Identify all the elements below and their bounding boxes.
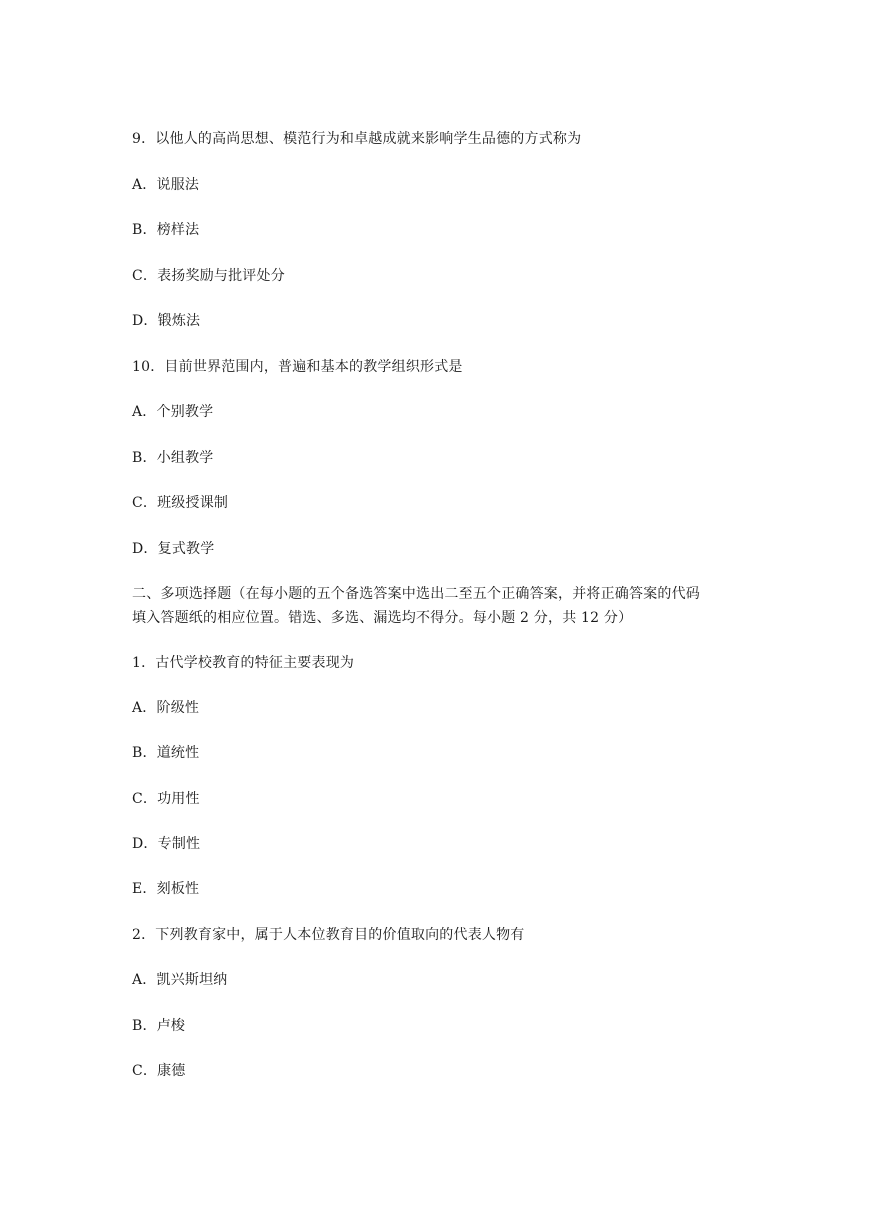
answer-option: A．凯兴斯坦纳	[132, 972, 228, 988]
question-stem: 10．目前世界范围内，普遍和基本的教学组织形式是	[132, 359, 463, 375]
answer-option: B．榜样法	[132, 222, 200, 238]
answer-option: D．锻炼法	[132, 313, 201, 329]
question-stem: 1．古代学校教育的特征主要表现为	[132, 655, 355, 671]
answer-option: C．表扬奖励与批评处分	[132, 268, 285, 284]
answer-option: D．复式教学	[132, 541, 215, 557]
answer-option: B．道统性	[132, 745, 200, 761]
answer-option: C．功用性	[132, 791, 200, 807]
section-heading-line-2: 填入答题纸的相应位置。错选、多选、漏选均不得分。每小题 2 分，共 12 分）	[132, 610, 633, 626]
answer-option: C．康德	[132, 1063, 186, 1079]
answer-option: B．小组教学	[132, 450, 214, 466]
answer-option: D．专制性	[132, 836, 201, 852]
question-stem: 9．以他人的高尚思想、模范行为和卓越成就来影响学生品德的方式称为	[132, 131, 582, 147]
answer-option: A．阶级性	[132, 700, 200, 716]
answer-option: B．卢梭	[132, 1018, 186, 1034]
answer-option: A．说服法	[132, 177, 200, 193]
answer-option: E．刻板性	[132, 881, 200, 897]
answer-option: C．班级授课制	[132, 495, 229, 511]
answer-option: A．个别教学	[132, 404, 214, 420]
question-stem: 2．下列教育家中，属于人本位教育目的价值取向的代表人物有	[132, 927, 525, 943]
section-heading-line-1: 二、多项选择题（在每小题的五个备选答案中选出二至五个正确答案，并将正确答案的代码	[132, 586, 700, 602]
